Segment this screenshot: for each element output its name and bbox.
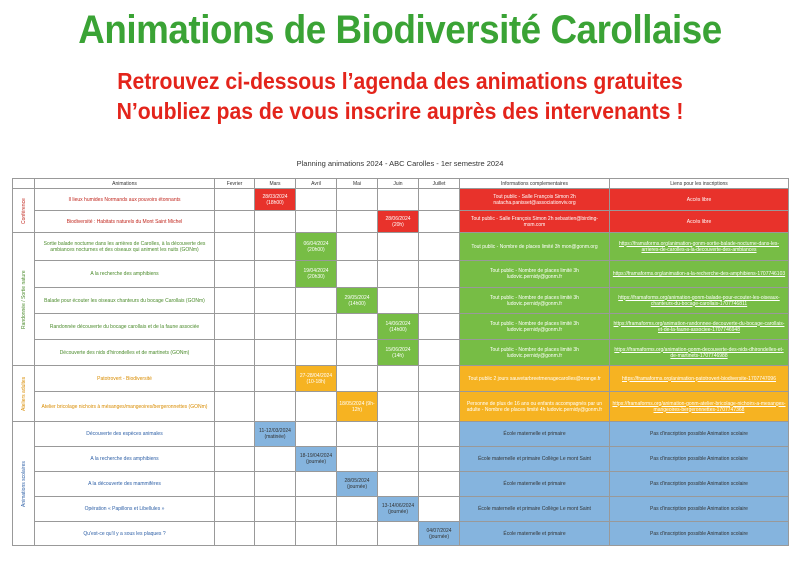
animation-name: Qu'est-ce qu'il y a sous les plaques ?: [35, 522, 215, 546]
info-cell: École maternelle et primaire: [460, 522, 610, 546]
table-row: [13, 211, 789, 233]
animation-name: Opération « Papillons et Libellules »: [35, 497, 215, 522]
subtitle-agenda: Retrouvez ci-dessous l’agenda des animations gratuites: [117, 68, 683, 94]
info-cell: Tout public - Salle François Simon 2h natacha.panisset@associationviv.org: [460, 189, 610, 211]
category-scolaires: Animations scolaires: [13, 422, 35, 546]
inscription-link[interactable]: https://framaforms.org/animation-gonm-atelier-bricolage-nichoirs-a-mesanges-mangeoires-bergeronnettes-1707747368: [610, 392, 789, 422]
inscription-link[interactable]: https://framaforms.org/animation-patotrovert-biodiversite-1707747096: [610, 366, 789, 392]
date-cell: 13-14/06/2024 (journée): [378, 497, 419, 522]
category-randonnee: Randonnée / Sortie nature: [13, 233, 35, 366]
info-cell: École maternelle et primaire Collège Le mont Saint: [460, 447, 610, 472]
table-row: [13, 522, 789, 546]
planning-table: [12, 178, 789, 546]
subtitle-register: N’oubliez pas de vous inscrire auprès des intervenants !: [116, 98, 684, 124]
table-row: [13, 366, 789, 392]
date-cell: 15/06/2024 (14h): [378, 340, 419, 366]
info-cell: Personne de plus de 16 ans ou enfants accompagnés par un adulte - Nombre de places limité 4h ludovic.pernidy@gonm.fr: [460, 392, 610, 422]
header-animations: Animations: [35, 179, 215, 189]
date-cell: 27-28/04/2024 (10-18h): [296, 366, 337, 392]
category-conference: Conférence: [13, 189, 35, 233]
table-row: [13, 497, 789, 522]
inscription-link[interactable]: https://framaforms.org/animation-a-la-recherche-des-amphibiens-1707746103: [610, 261, 789, 288]
header-liens: Liens pour les inscriptions: [610, 179, 789, 189]
header-avril: Avril: [296, 179, 337, 189]
header-mars: Mars: [255, 179, 296, 189]
table-row: [13, 340, 789, 366]
header-juin: Juin: [378, 179, 419, 189]
link-cell: Pas d'inscription possible Animation scolaire: [610, 422, 789, 447]
animation-name: Patotrovert - Biodiversité: [35, 366, 215, 392]
category-ateliers: Ateliers adultes: [13, 366, 35, 422]
link-cell: Accès libre: [610, 189, 789, 211]
info-cell: Tout public - Salle François Simon 2h sebastien@birding-msm.com: [460, 211, 610, 233]
table-row: [13, 392, 789, 422]
date-cell: 18-19/04/2024 (journée): [296, 447, 337, 472]
info-cell: École maternelle et primaire Collège Le mont Saint: [460, 497, 610, 522]
link-cell: Pas d'inscription possible Animation scolaire: [610, 472, 789, 497]
animation-name: A la découverte des mammifères: [35, 472, 215, 497]
info-cell: Tout public - Nombre de places limité 3h ludovic.pernidy@gonm.fr: [460, 288, 610, 314]
date-cell: 28/05/2024 (journée): [337, 472, 378, 497]
animation-name: Randonnée découverte du bocage carollais et de la faune associée: [35, 314, 215, 340]
date-cell: 14/06/2024 (14h00): [378, 314, 419, 340]
info-cell: Tout public - Nombre de places limité 3h ludovic.pernidy@gonm.fr: [460, 314, 610, 340]
table-row: [13, 422, 789, 447]
animation-name: Découverte des nids d'hirondelles et de martinets (GONm): [35, 340, 215, 366]
inscription-link[interactable]: https://framaforms.org/animation-randonnee-decouverte-du-bocage-carollais-et-de-la-faune-associee-1707746948: [610, 314, 789, 340]
header-empty: [13, 179, 35, 189]
table-row: [13, 472, 789, 497]
info-cell: École maternelle et primaire: [460, 422, 610, 447]
page-title: Animations de Biodiversité Carollaise: [78, 8, 722, 52]
animation-name: Atelier bricolage nichoirs à mésanges/mangeoires/bergeronnettes (GONm): [35, 392, 215, 422]
header-fevrier: Fevrier: [215, 179, 255, 189]
animation-name: A la recherche des amphibiens: [35, 261, 215, 288]
info-cell: Tout public - Nombre de places limité 3h ludovic.pernidy@gonm.fr: [460, 261, 610, 288]
date-cell: 28/06/2024 (20h): [378, 211, 419, 233]
inscription-link[interactable]: https://framaforms.org/animation-gonm-balade-pour-ecouter-les-oiseaux-chanteurs-du-bocage-carollais-1707746811: [610, 288, 789, 314]
animation-name: Il lieux humides Normands aux pouvoirs étonnants: [35, 189, 215, 211]
header-mai: Mai: [337, 179, 378, 189]
date-cell: 18/05/2024 (9h-12h): [337, 392, 378, 422]
animation-name: Biodiversité : Habitats naturels du Mont Saint Michel: [35, 211, 215, 233]
table-caption: Planning animations 2024 - ABC Carolles - 1er semestre 2024: [296, 159, 504, 168]
date-cell: 11-12/03/2024 (matinée): [255, 422, 296, 447]
date-cell: 04/07/2024 (journée): [419, 522, 460, 546]
info-cell: Tout public - Nombre de places limité 3h mon@gonm.org: [460, 233, 610, 261]
animation-name: Sortie balade nocturne dans les arrières de Carolles, à la découverte des ambiances nocturnes et des oiseaux qui animent les nuits (GONm): [35, 233, 215, 261]
link-cell: Pas d'inscription possible Animation scolaire: [610, 522, 789, 546]
link-cell: Pas d'inscription possible Animation scolaire: [610, 497, 789, 522]
animation-name: Balade pour écouter les oiseaux chanteurs du bocage Carollais (GONm): [35, 288, 215, 314]
table-row: [13, 314, 789, 340]
date-cell: 19/04/2024 (20h30): [296, 261, 337, 288]
table-row: [13, 233, 789, 261]
animation-name: Découverte des espèces animales: [35, 422, 215, 447]
date-cell: 28/03/2024 (18h00): [255, 189, 296, 211]
table-row: [13, 189, 789, 211]
info-cell: Tout public - Nombre de places limité 3h ludovic.pernidy@gonm.fr: [460, 340, 610, 366]
header-juillet: Juillet: [419, 179, 460, 189]
header-infos: Informations complementaires: [460, 179, 610, 189]
link-cell: Pas d'inscription possible Animation scolaire: [610, 447, 789, 472]
animation-name: A la recherche des amphibiens: [35, 447, 215, 472]
date-cell: 06/04/2024 (20h00): [296, 233, 337, 261]
table-row: [13, 447, 789, 472]
link-cell: Accès libre: [610, 211, 789, 233]
inscription-link[interactable]: https://framaforms.org/animation-gonm-sortie-balade-nocturne-dans-les-arrieres-de-carolles-a-la-decouverte-des-ambiances: [610, 233, 789, 261]
date-cell: 29/05/2024 (14h00): [337, 288, 378, 314]
info-cell: École maternelle et primaire: [460, 472, 610, 497]
table-row: [13, 261, 789, 288]
info-cell: Tout public 2 jours sauvetarbreetmenagecarolles@orange.fr: [460, 366, 610, 392]
table-row: [13, 288, 789, 314]
inscription-link[interactable]: https://framaforms.org/animation-gonm-decouverte-des-nids-dhirondelles-et-de-martinets-1707746988: [610, 340, 789, 366]
